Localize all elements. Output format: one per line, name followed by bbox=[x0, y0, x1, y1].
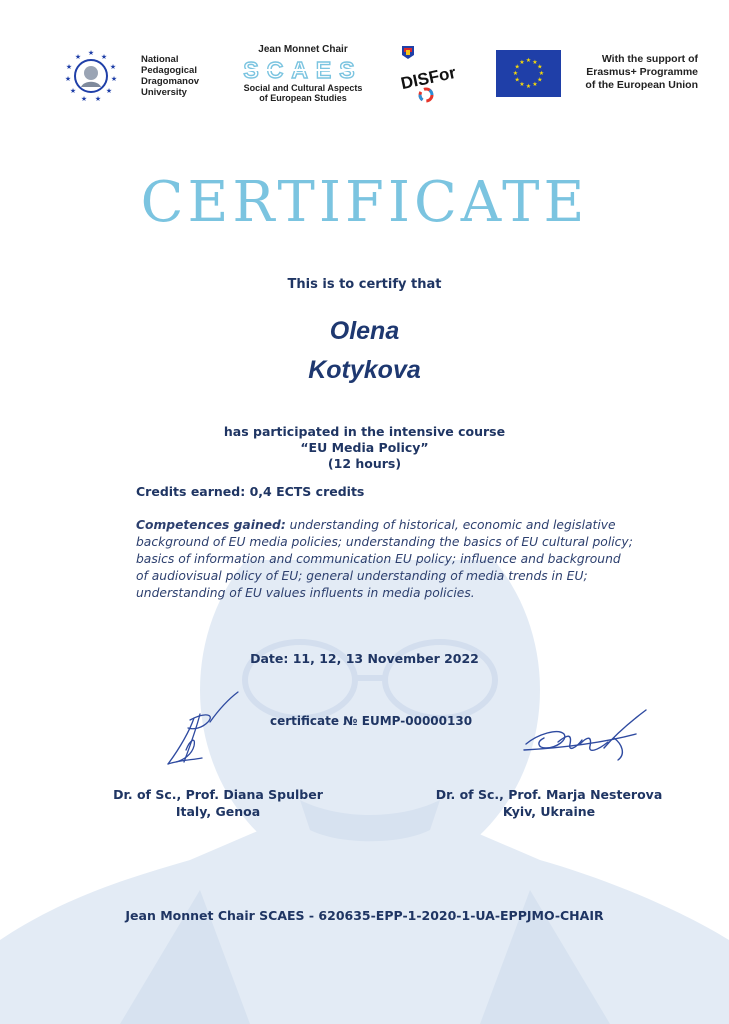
recipient-first-name: Olena bbox=[329, 317, 400, 345]
competences-paragraph bbox=[136, 517, 636, 602]
scaes-logo: Jean Monnet Chair SCAES Social and Cultural Aspects of European Studies bbox=[228, 44, 378, 103]
svg-text:★: ★ bbox=[519, 81, 525, 89]
recipient-name bbox=[0, 312, 729, 390]
certificate-title: CERTIFICATE bbox=[140, 170, 589, 235]
svg-text:★: ★ bbox=[105, 87, 113, 95]
course-info bbox=[0, 424, 729, 472]
certificate-number: certificate № EUMP-00000130 bbox=[270, 714, 473, 728]
svg-text:★: ★ bbox=[519, 58, 525, 66]
svg-text:★: ★ bbox=[538, 70, 545, 77]
footer-project-code: Jean Monnet Chair SCAES - 620635-EPP-1-2020-1-UA-EPPJMO-CHAIR bbox=[125, 908, 604, 923]
svg-text:★: ★ bbox=[74, 53, 82, 61]
svg-text:★: ★ bbox=[65, 63, 73, 71]
svg-text:SCAES: SCAES bbox=[243, 58, 363, 82]
signer-right-name: Dr. of Sc., Prof. Marja Nesterova bbox=[435, 787, 663, 802]
svg-text:★: ★ bbox=[514, 63, 520, 71]
svg-text:★: ★ bbox=[532, 81, 538, 89]
credits-earned: Credits earned: 0,4 ECTS credits bbox=[136, 484, 365, 499]
svg-text:★: ★ bbox=[109, 63, 117, 71]
svg-text:★: ★ bbox=[80, 95, 88, 103]
recipient-last-name: Kotykova bbox=[308, 356, 421, 384]
svg-text:★: ★ bbox=[64, 75, 72, 83]
signature-right bbox=[518, 704, 658, 768]
signer-left-name: Dr. of Sc., Prof. Diana Spulber bbox=[113, 787, 323, 802]
signer-left bbox=[102, 786, 334, 820]
university-logo bbox=[64, 49, 118, 103]
svg-text:★: ★ bbox=[110, 75, 118, 83]
svg-text:★: ★ bbox=[512, 70, 519, 77]
erasmus-support-text: With the support of Erasmus+ Programme of the European Union bbox=[585, 53, 698, 91]
signer-right bbox=[429, 786, 669, 820]
certify-line: This is to certify that bbox=[287, 277, 442, 292]
signer-right-location: Kyiv, Ukraine bbox=[502, 804, 596, 819]
svg-text:★: ★ bbox=[100, 53, 108, 61]
svg-text:★: ★ bbox=[69, 87, 77, 95]
eu-flag-logo bbox=[496, 50, 561, 97]
svg-text:★: ★ bbox=[537, 76, 543, 84]
svg-text:DISFor: DISFor bbox=[399, 62, 458, 94]
course-name: “EU Media Policy” bbox=[300, 440, 429, 455]
svg-text:★: ★ bbox=[514, 76, 520, 84]
svg-text:★: ★ bbox=[87, 49, 95, 57]
competences-label: Competences gained: bbox=[136, 518, 286, 532]
signer-left-location: Italy, Genoa bbox=[175, 804, 261, 819]
scaes-mark bbox=[235, 58, 371, 82]
course-date: Date: 11, 12, 13 November 2022 bbox=[250, 651, 479, 666]
course-hours: (12 hours) bbox=[327, 456, 402, 471]
signature-left bbox=[150, 690, 250, 770]
chair-title: Jean Monnet Chair bbox=[258, 44, 348, 55]
participation-text: has participated in the intensive course bbox=[223, 424, 506, 439]
university-name: National Pedagogical Dragomanov University bbox=[141, 54, 200, 98]
svg-text:★: ★ bbox=[94, 95, 102, 103]
disfor-logo bbox=[396, 44, 468, 106]
svg-text:★: ★ bbox=[532, 58, 538, 66]
svg-text:★: ★ bbox=[525, 83, 532, 90]
competences-text: understanding of historical, economic and legislative background of EU media policies; understanding the basics of EU cultural policy; basics of information and communication EU policy; influence and background of audiovisual policy of EU; general understanding of media trends in EU; understanding of EU values influents in media policies. bbox=[136, 518, 633, 600]
svg-text:★: ★ bbox=[537, 63, 543, 71]
svg-text:★: ★ bbox=[525, 57, 532, 64]
